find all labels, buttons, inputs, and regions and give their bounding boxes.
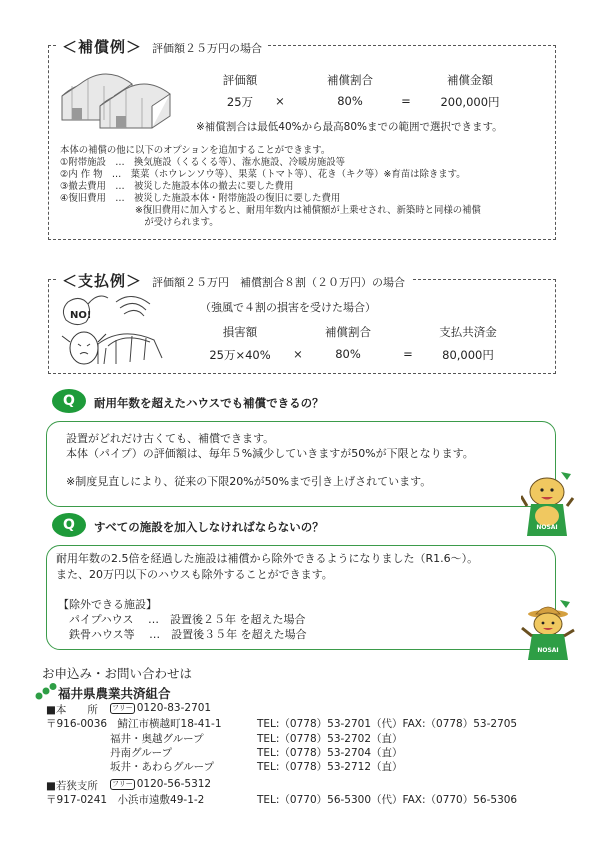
exclusion-row: パイプハウス … 設置後２５年 を超えた場合	[58, 613, 306, 626]
mascot-apron-label: NOSAI	[536, 524, 558, 531]
compensation-example-title: ＜補償例＞	[62, 38, 143, 56]
calc-operator-equals: =	[401, 94, 411, 108]
group-tel: TEL:（0778）53-2702（直）	[257, 733, 403, 745]
hq-address: 〒916-0036 鯖江市横越町18-41-1	[46, 718, 222, 730]
calc2-value-damage: 25万×40%	[209, 348, 271, 362]
org-logo-icon	[34, 683, 58, 701]
group-name: 丹南グループ	[110, 747, 173, 759]
group-tel: TEL:（0778）53-2704（直）	[257, 747, 403, 759]
contact-heading: お申込み・お問い合わせは	[42, 666, 193, 681]
calc-header-assessed-value: 評価額	[222, 73, 258, 87]
calc2-header-payment: 支払共済金	[439, 325, 497, 339]
q2-title: すべての施設を加入しなければならないの？	[94, 520, 324, 534]
branch-tel-fax: TEL:（0770）56-5300（代）FAX:（0770）56-5306	[257, 794, 518, 806]
damaged-greenhouse-illustration	[58, 292, 168, 368]
q2-badge: Q	[52, 513, 86, 537]
q1-answer-line: ※制度見直しにより、従来の下限20%が50%まで引き上げされています。	[66, 475, 432, 488]
q1-title: 耐用年数を超えたハウスでも補償できるの？	[94, 396, 324, 410]
hq-label: ■本 所	[46, 704, 98, 716]
branch-freedial-number: 0120-56-5312	[136, 778, 212, 790]
q1-answer-line: 本体（パイプ）の評価額は、毎年５%減少していきますが50%が下限となります。	[66, 447, 474, 460]
compensation-example-title-group	[56, 36, 268, 57]
q2-answer-line: 耐用年数の2.5倍を経過した施設は補償から除外できるようになりました（R1.6～）。	[56, 552, 479, 565]
calc-operator-times: ×	[275, 94, 285, 108]
branch-freedial	[110, 778, 211, 790]
no-speech-bubble-text: NO!	[70, 310, 92, 321]
payment-example-title-group	[56, 270, 411, 291]
calc2-operator-equals: =	[403, 347, 413, 361]
nosai-mascot-hat-illustration	[520, 600, 578, 662]
calc-value-assessed: 25万	[226, 95, 254, 109]
option-line: ④復旧費用 … 被災した施設本体・附帯施設の復旧に要した費用	[60, 193, 341, 204]
calc2-header-damage: 損害額	[222, 325, 258, 339]
hq-freedial-number: 0120-83-2701	[136, 702, 212, 714]
calc2-operator-times: ×	[293, 347, 303, 361]
payment-example-title: ＜支払例＞	[62, 272, 143, 290]
hq-freedial	[110, 702, 211, 714]
freedial-icon: フリー	[112, 703, 133, 712]
options-intro: 本体の補償の他に以下のオプションを追加することができます。	[60, 145, 331, 156]
mascot-apron-label: NOSAI	[537, 647, 559, 654]
option-line: ③撤去費用 … 被災した施設本体の撤去に要した費用	[60, 181, 294, 192]
calc-header-coverage-ratio: 補償割合	[327, 73, 373, 87]
group-name: 坂井・あわらグループ	[110, 761, 215, 773]
calc2-value-payment: 80,000円	[442, 348, 494, 362]
q2-answer-line: また、20万円以下のハウスも除外することができます。	[56, 568, 333, 581]
org-name: 福井県農業共済組合	[58, 686, 171, 701]
group-tel: TEL:（0778）53-2712（直）	[257, 761, 403, 773]
branch-label: ■若狭支所	[46, 780, 98, 792]
q1-answer-line: 設置がどれだけ古くても、補償できます。	[66, 432, 275, 445]
calc-value-ratio: 80%	[337, 94, 363, 108]
option-line: ②内 作 物 … 葉菜（ホウレンソウ等）、果菜（トマト等）、花き（キク等）※育苗は除きます。	[60, 169, 466, 180]
freedial-icon: フリー	[112, 779, 133, 788]
exclusion-row: 鉄骨ハウス等 … 設置後３５年 を超えた場合	[58, 628, 307, 641]
compensation-example-subtitle: 評価額２５万円の場合	[152, 42, 263, 55]
coverage-ratio-note: ※補償割合は最低40%から最高80%までの範囲で選択できます。	[196, 121, 503, 133]
calc2-header-ratio: 補償割合	[325, 325, 371, 339]
damage-condition: （強風で４割の損害を受けた場合）	[200, 301, 376, 314]
calc2-value-ratio: 80%	[335, 347, 361, 361]
payment-example-subtitle: 評価額２５万円 補償割合８割（２０万円）の場合	[152, 276, 406, 289]
group-name: 福井・奥越グループ	[110, 733, 204, 745]
hq-tel-fax: TEL:（0778）53-2701（代）FAX:（0778）53-2705	[257, 718, 518, 730]
nosai-mascot-illustration	[521, 470, 577, 540]
greenhouse-illustration	[58, 70, 174, 132]
calc-value-amount: 200,000円	[440, 95, 500, 109]
q1-badge: Q	[52, 389, 86, 413]
option-line: ①附帯施設 … 換気施設（くるくる等）、潅水施設、冷暖房施設等	[60, 157, 345, 168]
option-line: ※復旧費用に加入すると、耐用年数内は補償額が上乗せされ、新築時と同様の補償	[60, 205, 481, 216]
branch-address: 〒917-0241 小浜市遠敷49-1-2	[46, 794, 205, 806]
exclusion-title: 【除外できる施設】	[58, 598, 157, 611]
option-line: が受けられます。	[60, 217, 219, 228]
calc-header-compensation-amount: 補償金額	[447, 73, 493, 87]
